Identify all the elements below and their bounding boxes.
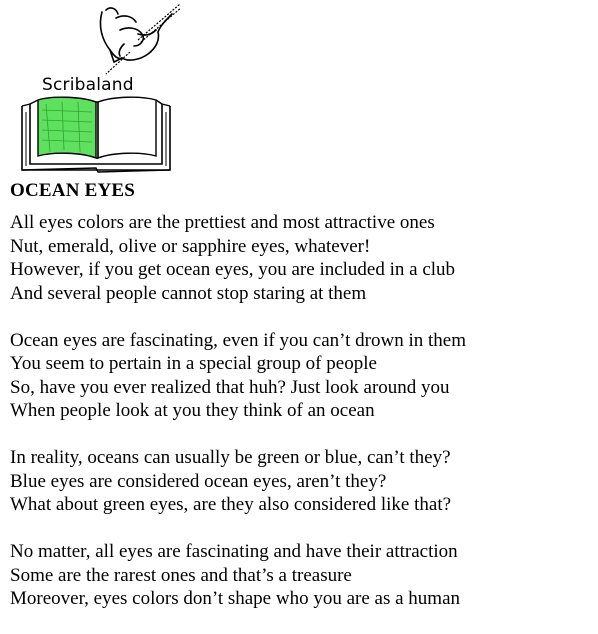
poem-line: What about green eyes, are they also considered like that? bbox=[10, 494, 452, 515]
stanza-2 bbox=[10, 329, 595, 423]
poem-body bbox=[10, 211, 595, 634]
poem-line: However, if you get ocean eyes, you are included in a club bbox=[10, 259, 456, 280]
poem-line: And several people cannot stop staring at them bbox=[10, 282, 367, 304]
poem-line: Ocean eyes are fascinating, even if you can’t drown in them bbox=[10, 329, 466, 351]
writing-hand-icon bbox=[100, 8, 172, 62]
poem-line: All eyes colors are the prettiest and most attractive ones bbox=[10, 212, 435, 233]
poem-line: In reality, oceans can usually be green or blue, can’t they? bbox=[10, 447, 451, 468]
poem-line: When people look at you they think of an ocean bbox=[10, 400, 375, 421]
brand-name: Scribaland bbox=[42, 75, 134, 95]
poem-line: Blue eyes are considered ocean eyes, aren’t they? bbox=[10, 470, 387, 492]
stanza-1 bbox=[10, 211, 595, 305]
poem-line: Some are the rarest ones and that’s a treasure bbox=[10, 564, 352, 586]
stanza-4 bbox=[10, 540, 595, 611]
poem-line: Moreover, eyes colors don’t shape who you are as a human bbox=[10, 588, 461, 609]
poem-line: You seem to pertain in a special group of people bbox=[10, 353, 377, 374]
poem-line: So, have you ever realized that huh? Just look around you bbox=[10, 376, 450, 398]
stanza-3 bbox=[10, 446, 595, 517]
open-book-icon bbox=[22, 97, 170, 172]
poem-line: Nut, emerald, olive or sapphire eyes, whatever! bbox=[10, 235, 371, 257]
poem-title: OCEAN EYES bbox=[10, 180, 135, 201]
poem-line: No matter, all eyes are fascinating and have their attraction bbox=[10, 541, 458, 562]
